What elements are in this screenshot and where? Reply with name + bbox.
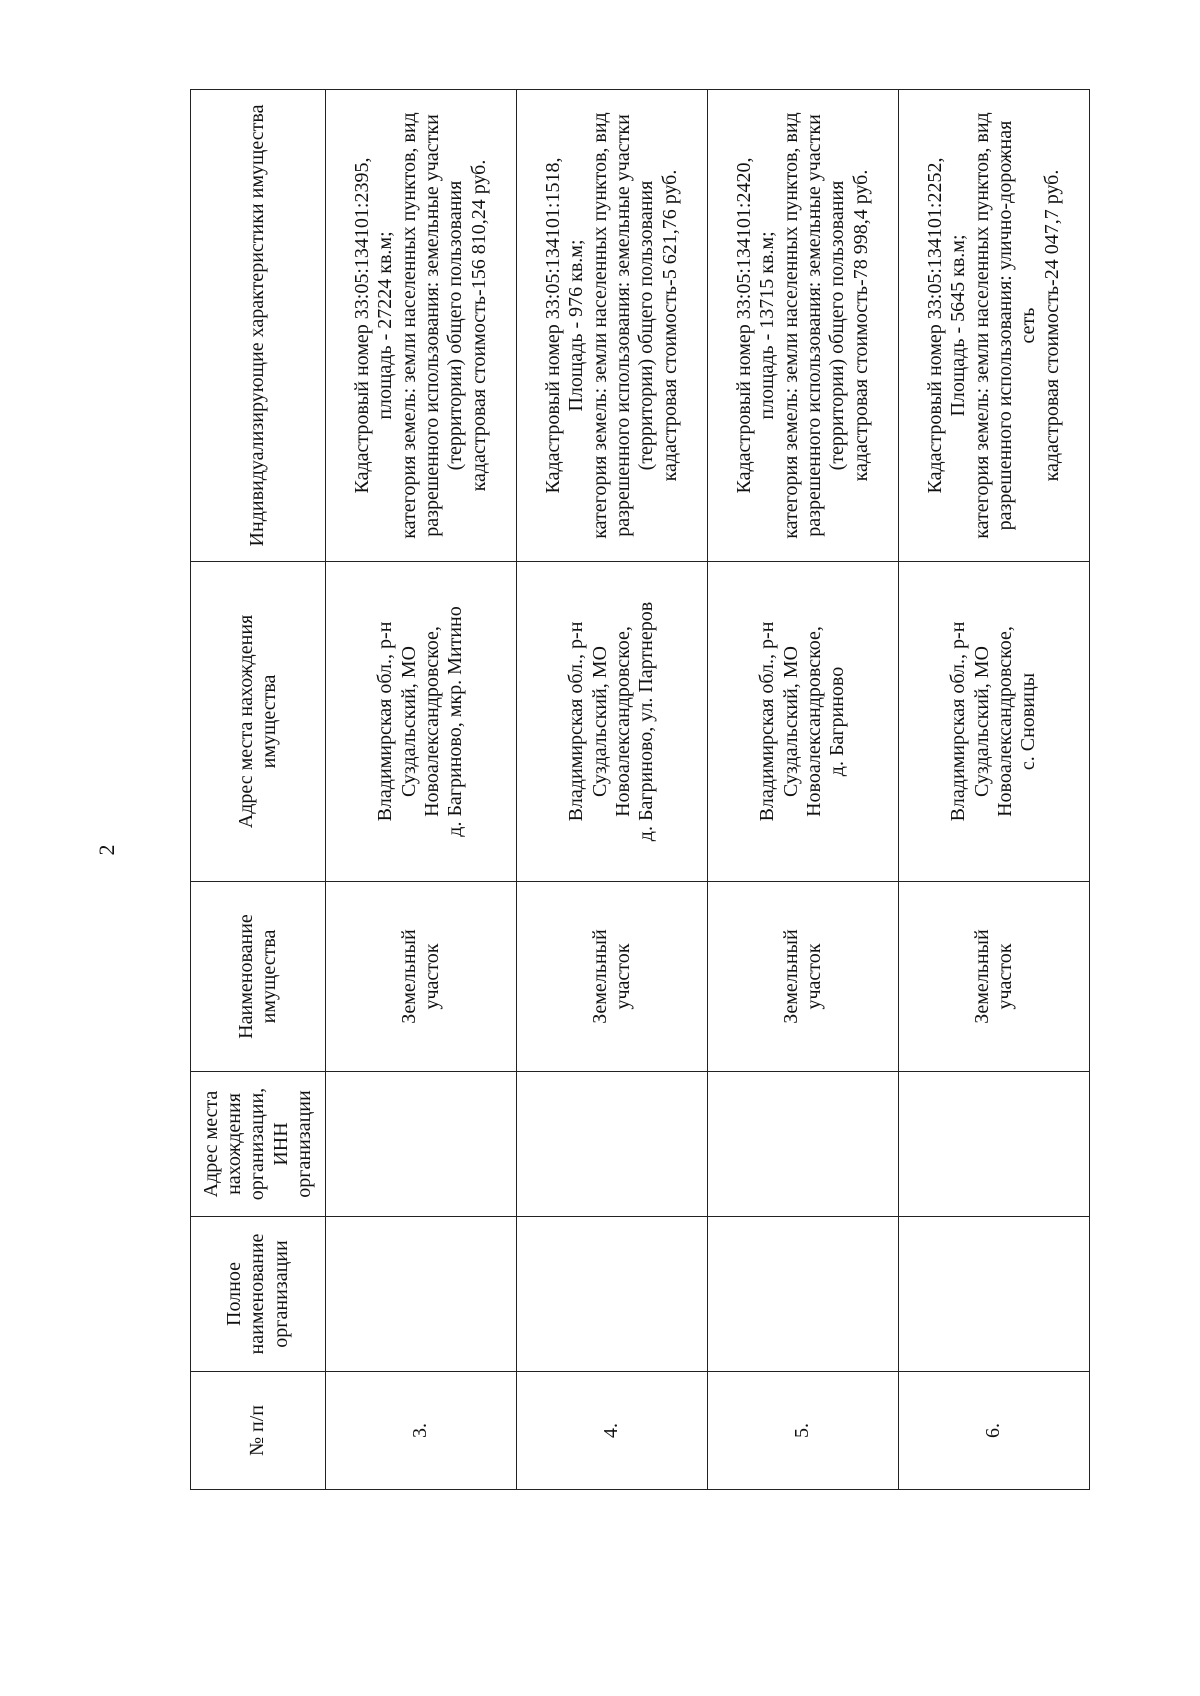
table-row	[326, 90, 517, 1490]
row-characteristics: Кадастровый номер 33:05:134101:1518, Площадь - 976 кв.м; категория земель: земли населенных пунктов, вид разрешенного использования: земельные участки (территории) общего пользования кадастровая стоимость-5 621,76 руб.	[517, 90, 708, 562]
row-property-address: Владимирская обл., р-н Суздальский, МО Новоалександровское, д. Багриново, мкр. Митино	[326, 562, 517, 882]
row-characteristics: Кадастровый номер 33:05:134101:2252, Площадь - 5645 кв.м; категория земель: земли населенных пунктов, вид разрешенного использования: улично-дорожная сеть кадастровая стоимость-24 047,7 руб.	[899, 90, 1090, 562]
row-characteristics: Кадастровый номер 33:05:134101:2395, площадь - 27224 кв.м; категория земель: земли населенных пунктов, вид разрешенного использования: земельные участки (территории) общего пользования кадастровая стоимость-156 810,24 руб.	[326, 90, 517, 562]
row-property-name: Земельный участок	[708, 882, 899, 1072]
row-full-name	[326, 1217, 517, 1372]
row-org-address	[899, 1072, 1090, 1217]
row-full-name	[899, 1217, 1090, 1372]
header-org-address: Адрес места нахождения организации, ИНН организации	[191, 1072, 326, 1217]
row-num: 5.	[708, 1372, 899, 1490]
row-property-address: Владимирская обл., р-н Суздальский, МО Новоалександровское, д. Багриново, ул. Партнеров	[517, 562, 708, 882]
row-org-address	[326, 1072, 517, 1217]
header-full-name: Полное наименование организации	[191, 1217, 326, 1372]
row-property-name: Земельный участок	[326, 882, 517, 1072]
property-table	[190, 89, 1090, 1490]
table-header-row	[191, 90, 326, 1490]
row-characteristics: Кадастровый номер 33:05:134101:2420, площадь - 13715 кв.м; категория земель: земли населенных пунктов, вид разрешенного использования: земельные участки (территории) общего пользования кадастровая стоимость-78 998,4 руб.	[708, 90, 899, 562]
table-row	[517, 90, 708, 1490]
header-characteristics: Индивидуализирующие характеристики имущества	[191, 90, 326, 562]
header-property-address: Адрес места нахождения имущества	[191, 562, 326, 882]
row-property-address: Владимирская обл., р-н Суздальский, МО Новоалександровское, с. Сновицы	[899, 562, 1090, 882]
row-org-address	[517, 1072, 708, 1217]
row-property-address: Владимирская обл., р-н Суздальский, МО Новоалександровское, д. Багриново	[708, 562, 899, 882]
table-row	[899, 90, 1090, 1490]
table-container	[190, 90, 1090, 1490]
header-num: № п/п	[191, 1372, 326, 1490]
row-num: 6.	[899, 1372, 1090, 1490]
row-property-name: Земельный участок	[899, 882, 1090, 1072]
row-property-name: Земельный участок	[517, 882, 708, 1072]
row-num: 4.	[517, 1372, 708, 1490]
row-full-name	[708, 1217, 899, 1372]
row-org-address	[708, 1072, 899, 1217]
row-num: 3.	[326, 1372, 517, 1490]
header-property-name: Наименование имущества	[191, 882, 326, 1072]
page-number: 2	[94, 844, 119, 856]
table-row	[708, 90, 899, 1490]
row-full-name	[517, 1217, 708, 1372]
